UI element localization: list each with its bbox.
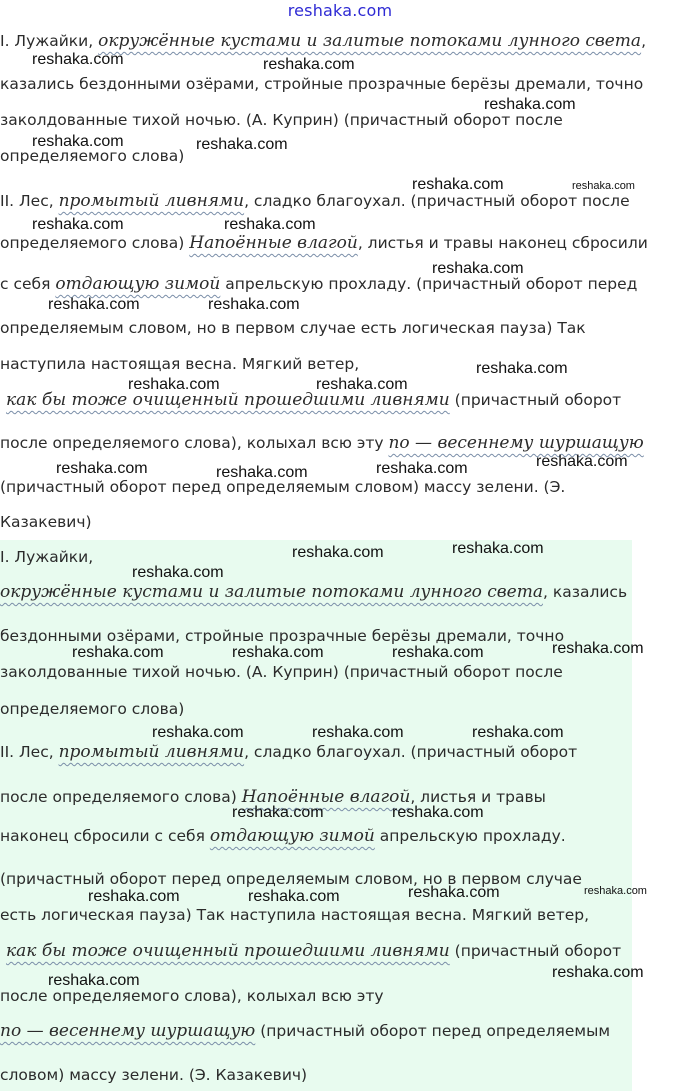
text-line: как бы тоже очищенный прошедшими ливнями (причастный оборот xyxy=(6,941,622,961)
watermark: reshaka.com xyxy=(552,964,644,981)
participle-phrase: промытый ливнями xyxy=(58,742,245,762)
text-line: I. Лужайки, окружённые кустами и залитые потоками лунного света, xyxy=(0,31,647,51)
watermark: reshaka.com xyxy=(72,644,164,661)
text-line: после определяемого слова) Напоённые влагой, листья и травы xyxy=(0,787,546,807)
watermark: reshaka.com xyxy=(316,376,408,393)
participle-phrase: Напоённые влагой xyxy=(189,233,358,253)
participle-phrase: по — весеннему шуршащую xyxy=(388,433,644,453)
text-line: наконец сбросили с себя отдающую зимой апрельскую прохладу. xyxy=(0,826,566,846)
watermark: reshaka.com xyxy=(224,216,316,233)
watermark: reshaka.com xyxy=(88,888,180,905)
watermark: reshaka.com xyxy=(392,644,484,661)
participle-phrase: промытый ливнями xyxy=(58,191,245,211)
watermark: reshaka.com xyxy=(152,724,244,741)
watermark: reshaka.com xyxy=(312,724,404,741)
text-line: I. Лужайки, xyxy=(0,548,94,566)
text-line: наступила настоящая весна. Мягкий ветер, xyxy=(0,355,360,373)
watermark: reshaka.com xyxy=(476,360,568,377)
text-line: казались бездонными озёрами, стройные прозрачные берёзы дремали, точно xyxy=(0,75,644,93)
participle-phrase: отдающую зимой xyxy=(209,826,375,846)
text-line: Казакевич) xyxy=(0,513,92,531)
watermark: reshaka.com xyxy=(292,544,384,561)
watermark: reshaka.com xyxy=(32,216,124,233)
text-line: заколдованные тихой ночью. (А. Куприн) (причастный оборот после xyxy=(0,111,563,129)
participle-phrase: отдающую зимой xyxy=(55,274,221,294)
watermark: reshaka.com xyxy=(432,260,524,277)
site-header-link[interactable]: reshaka.com xyxy=(287,1,393,20)
participle-phrase: Напоённые влагой xyxy=(241,787,411,807)
watermark: reshaka.com xyxy=(128,376,220,393)
watermark: reshaka.com xyxy=(232,804,324,821)
text-line: окружённые кустами и залитые потоками лунного света, казались xyxy=(0,582,628,602)
watermark: reshaka.com xyxy=(32,51,124,68)
watermark: reshaka.com xyxy=(484,96,576,113)
text-line: с себя отдающую зимой апрельскую прохладу. (причастный оборот перед xyxy=(0,274,638,294)
text-line: бездонными озёрами, стройные прозрачные берёзы дремали, точно xyxy=(0,627,565,645)
text-line: по — весеннему шуршащую (причастный оборот перед определяемым xyxy=(0,1021,611,1041)
participle-phrase: как бы тоже очищенный прошедшими ливнями xyxy=(6,941,450,961)
text-line: (причастный оборот перед определяемым словом) массу зелени. (Э. xyxy=(0,478,566,496)
watermark: reshaka.com xyxy=(248,888,340,905)
text-line: определяемого слова) Напоённые влагой, листья и травы наконец сбросили xyxy=(0,233,648,253)
text-line: есть логическая пауза) Так наступила настоящая весна. Мягкий ветер, xyxy=(0,906,590,924)
text-line: II. Лес, промытый ливнями, сладко благоухал. (причастный оборот после xyxy=(0,191,630,211)
text-line: заколдованные тихой ночью. (А. Куприн) (причастный оборот после xyxy=(0,663,563,681)
participle-phrase: как бы тоже очищенный прошедшими ливнями xyxy=(6,390,450,410)
watermark: reshaka.com xyxy=(32,133,124,150)
watermark: reshaka.com xyxy=(376,460,468,477)
watermark: reshaka.com xyxy=(132,564,224,581)
text-line: после определяемого слова), колыхал всю эту по — весеннему шуршащую xyxy=(0,433,644,453)
watermark: reshaka.com xyxy=(208,296,300,313)
watermark: reshaka.com xyxy=(392,804,484,821)
text-line: определяемого слова) xyxy=(0,147,185,165)
text-line: после определяемого слова), колыхал всю эту xyxy=(0,987,384,1005)
watermark: reshaka.com xyxy=(572,180,635,192)
watermark: reshaka.com xyxy=(216,464,308,481)
watermark: reshaka.com xyxy=(536,453,628,470)
text-line: определяемого слова) xyxy=(0,700,185,718)
text-line: словом) массу зелени. (Э. Казакевич) xyxy=(0,1066,308,1084)
watermark: reshaka.com xyxy=(408,884,500,901)
text-line: определяемым словом, но в первом случае есть логическая пауза) Так xyxy=(0,319,586,337)
watermark: reshaka.com xyxy=(412,176,504,193)
watermark: reshaka.com xyxy=(552,640,644,657)
participle-phrase: окружённые кустами и залитые потоками лунного света xyxy=(98,31,642,51)
watermark: reshaka.com xyxy=(263,56,355,73)
watermark: reshaka.com xyxy=(472,724,564,741)
text-line: (причастный оборот перед определяемым словом, но в первом случае xyxy=(0,870,582,888)
watermark: reshaka.com xyxy=(196,136,288,153)
participle-phrase: окружённые кустами и залитые потоками лунного света xyxy=(0,582,543,602)
participle-phrase: по — весеннему шуршащую xyxy=(0,1021,256,1041)
watermark: reshaka.com xyxy=(48,296,140,313)
text-line: как бы тоже очищенный прошедшими ливнями (причастный оборот xyxy=(6,390,622,410)
watermark: reshaka.com xyxy=(584,885,647,897)
text-line: II. Лес, промытый ливнями, сладко благоухал. (причастный оборот xyxy=(0,742,578,762)
watermark: reshaka.com xyxy=(56,460,148,477)
watermark: reshaka.com xyxy=(452,540,544,557)
watermark: reshaka.com xyxy=(48,972,140,989)
watermark: reshaka.com xyxy=(232,644,324,661)
